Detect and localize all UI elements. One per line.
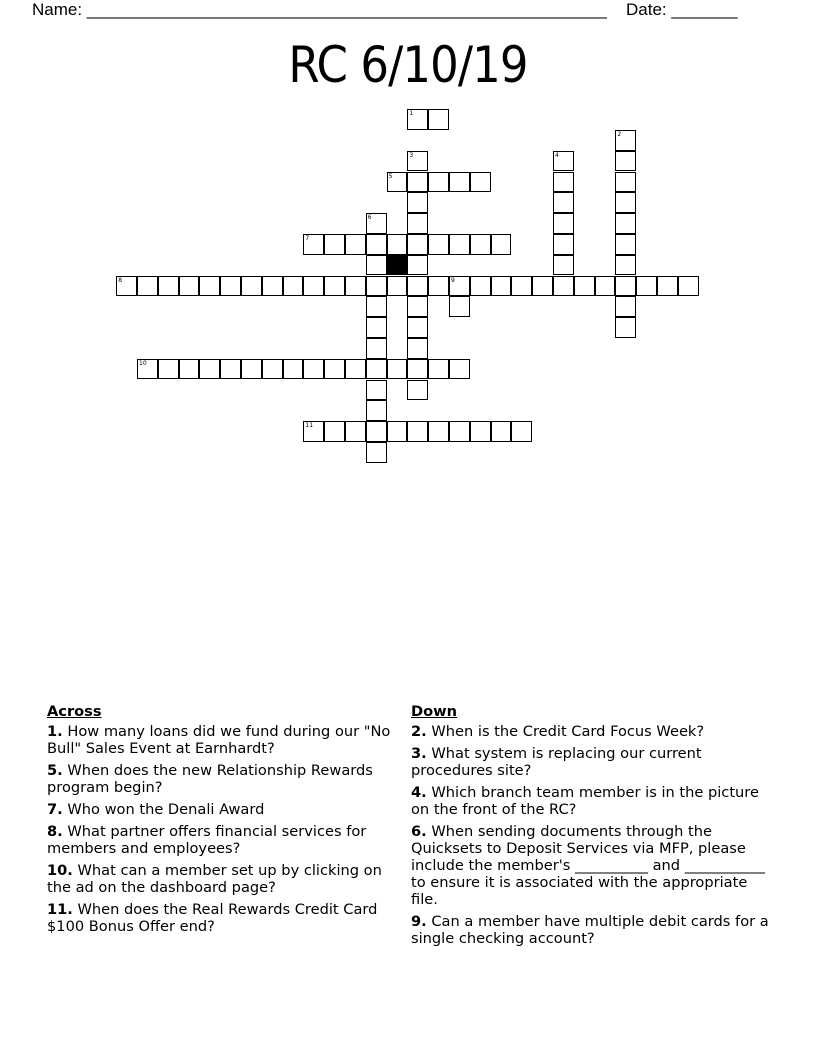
across-clue xyxy=(47,862,397,896)
grid-cell[interactable] xyxy=(532,276,553,297)
grid-cell[interactable] xyxy=(553,255,574,276)
clue-text: How many loans did we fund during our "No Bull" Sales Event at Earnhardt? xyxy=(47,723,391,757)
grid-cell[interactable] xyxy=(615,172,636,193)
cell-number: 5 xyxy=(388,172,393,180)
grid-cell[interactable] xyxy=(387,234,408,255)
grid-cell[interactable] xyxy=(199,359,220,380)
grid-cell[interactable] xyxy=(615,130,636,151)
clue-text: Can a member have multiple debit cards for a single checking account? xyxy=(411,913,769,947)
grid-cell[interactable] xyxy=(241,359,262,380)
clue-number: 10. xyxy=(47,862,73,879)
grid-cell[interactable] xyxy=(303,276,324,297)
grid-cell[interactable] xyxy=(615,192,636,213)
grid-cell[interactable] xyxy=(449,234,470,255)
across-heading: Across xyxy=(47,703,102,720)
grid-cell[interactable] xyxy=(262,359,283,380)
clue-number: 2. xyxy=(411,723,427,740)
clue-text: When sending documents through the Quicksets to Deposit Services via MFP, please include the member's __________ and ___________ to ensure it is associated with the appropriate file. xyxy=(411,823,765,908)
grid-cell[interactable] xyxy=(387,359,408,380)
clue-number: 9. xyxy=(411,913,427,930)
grid-cell[interactable] xyxy=(241,276,262,297)
clue-number: 4. xyxy=(411,784,427,801)
grid-cell[interactable] xyxy=(553,213,574,234)
grid-cell[interactable] xyxy=(137,359,158,380)
grid-cell[interactable] xyxy=(407,380,428,401)
grid-cell[interactable] xyxy=(407,213,428,234)
black-cell xyxy=(387,255,408,276)
cell-number: 11 xyxy=(305,422,314,430)
grid-cell[interactable] xyxy=(179,276,200,297)
cell-number: 8 xyxy=(118,276,123,284)
grid-cell[interactable] xyxy=(678,276,699,297)
grid-cell[interactable] xyxy=(428,421,449,442)
grid-cell[interactable] xyxy=(407,172,428,193)
grid-cell[interactable] xyxy=(553,151,574,172)
grid-cell[interactable] xyxy=(428,359,449,380)
grid-cell[interactable] xyxy=(407,276,428,297)
cell-number: 2 xyxy=(617,130,622,138)
grid-cell[interactable] xyxy=(324,276,345,297)
grid-cell[interactable] xyxy=(615,213,636,234)
grid-cell[interactable] xyxy=(220,276,241,297)
clue-text: Who won the Denali Award xyxy=(67,801,265,818)
grid-cell[interactable] xyxy=(137,276,158,297)
grid-cell[interactable] xyxy=(303,359,324,380)
down-clue xyxy=(411,723,771,740)
clue-number: 1. xyxy=(47,723,63,740)
grid-cell[interactable] xyxy=(345,234,366,255)
down-clues xyxy=(411,703,771,952)
grid-cell[interactable] xyxy=(449,296,470,317)
grid-cell[interactable] xyxy=(366,317,387,338)
clue-text: What can a member set up by clicking on the ad on the dashboard page? xyxy=(47,862,382,896)
grid-cell[interactable] xyxy=(553,172,574,193)
grid-cell[interactable] xyxy=(407,421,428,442)
clue-number: 3. xyxy=(411,745,427,762)
grid-cell[interactable] xyxy=(303,234,324,255)
clue-text: When does the new Relationship Rewards program begin? xyxy=(47,762,373,796)
grid-cell[interactable] xyxy=(449,421,470,442)
crossword-grid xyxy=(0,0,816,480)
grid-cell[interactable] xyxy=(428,276,449,297)
grid-cell[interactable] xyxy=(615,255,636,276)
grid-cell[interactable] xyxy=(553,276,574,297)
grid-cell[interactable] xyxy=(407,359,428,380)
grid-cell[interactable] xyxy=(470,234,491,255)
grid-cell[interactable] xyxy=(366,380,387,401)
grid-cell[interactable] xyxy=(470,276,491,297)
clue-number: 7. xyxy=(47,801,63,818)
grid-cell[interactable] xyxy=(158,359,179,380)
clue-text: When does the Real Rewards Credit Card $100 Bonus Offer end? xyxy=(47,901,378,935)
grid-cell[interactable] xyxy=(491,276,512,297)
grid-cell[interactable] xyxy=(449,172,470,193)
cell-number: 3 xyxy=(409,151,414,159)
grid-cell[interactable] xyxy=(407,234,428,255)
grid-cell[interactable] xyxy=(407,338,428,359)
grid-cell[interactable] xyxy=(324,421,345,442)
grid-cell[interactable] xyxy=(657,276,678,297)
grid-cell[interactable] xyxy=(428,109,449,130)
page-title: RC 6/10/19 xyxy=(288,36,528,94)
cell-number: 9 xyxy=(451,276,455,284)
grid-cell[interactable] xyxy=(470,421,491,442)
across-clue xyxy=(47,901,397,935)
grid-cell[interactable] xyxy=(366,400,387,421)
grid-cell[interactable] xyxy=(428,234,449,255)
clue-text: What partner offers financial services for members and employees? xyxy=(47,823,367,857)
grid-cell[interactable] xyxy=(553,234,574,255)
grid-cell[interactable] xyxy=(324,234,345,255)
grid-cell[interactable] xyxy=(511,421,532,442)
grid-cell[interactable] xyxy=(407,296,428,317)
down-clue xyxy=(411,913,771,947)
clue-text: When is the Credit Card Focus Week? xyxy=(431,723,705,740)
grid-cell[interactable] xyxy=(366,234,387,255)
grid-cell[interactable] xyxy=(387,276,408,297)
grid-cell[interactable] xyxy=(366,359,387,380)
grid-cell[interactable] xyxy=(366,338,387,359)
grid-cell[interactable] xyxy=(283,359,304,380)
grid-cell[interactable] xyxy=(595,276,616,297)
down-clue xyxy=(411,745,771,779)
grid-cell[interactable] xyxy=(324,359,345,380)
grid-cell[interactable] xyxy=(366,255,387,276)
grid-cell[interactable] xyxy=(387,172,408,193)
clue-number: 8. xyxy=(47,823,63,840)
grid-cell[interactable] xyxy=(553,192,574,213)
grid-cell[interactable] xyxy=(199,276,220,297)
cell-number: 1 xyxy=(409,110,414,118)
across-clue xyxy=(47,823,397,857)
grid-cell[interactable] xyxy=(615,296,636,317)
clue-text: What system is replacing our current procedures site? xyxy=(411,745,702,779)
down-clue xyxy=(411,823,771,908)
grid-cell[interactable] xyxy=(345,276,366,297)
grid-cell[interactable] xyxy=(449,359,470,380)
grid-cell[interactable] xyxy=(345,359,366,380)
grid-cell[interactable] xyxy=(262,276,283,297)
clue-text: Which branch team member is in the picture on the front of the RC? xyxy=(411,784,759,818)
grid-cell[interactable] xyxy=(615,276,636,297)
grid-cell[interactable] xyxy=(615,234,636,255)
grid-cell[interactable] xyxy=(366,442,387,463)
grid-cell[interactable] xyxy=(574,276,595,297)
clue-number: 5. xyxy=(47,762,63,779)
grid-cell[interactable] xyxy=(179,359,200,380)
grid-cell[interactable] xyxy=(449,276,470,297)
grid-cell[interactable] xyxy=(366,276,387,297)
grid-cell[interactable] xyxy=(407,109,428,130)
across-clues xyxy=(47,703,397,940)
grid-cell[interactable] xyxy=(636,276,657,297)
grid-cell[interactable] xyxy=(345,421,366,442)
grid-cell[interactable] xyxy=(387,421,408,442)
grid-cell[interactable] xyxy=(407,151,428,172)
cell-number: 6 xyxy=(367,214,372,222)
grid-cell[interactable] xyxy=(491,421,512,442)
cell-number: 10 xyxy=(139,359,147,367)
grid-cell[interactable] xyxy=(511,276,532,297)
across-clue xyxy=(47,762,397,796)
cell-number: 4 xyxy=(555,151,559,159)
grid-cell[interactable] xyxy=(303,421,324,442)
down-clue xyxy=(411,784,771,818)
grid-cell[interactable] xyxy=(491,234,512,255)
across-clue xyxy=(47,723,397,757)
grid-cell[interactable] xyxy=(366,421,387,442)
grid-cell[interactable] xyxy=(615,151,636,172)
grid-cell[interactable] xyxy=(407,255,428,276)
grid-cell[interactable] xyxy=(366,213,387,234)
grid-cell[interactable] xyxy=(407,317,428,338)
grid-cell[interactable] xyxy=(470,172,491,193)
name-field[interactable]: Name: _______________________________________________________ xyxy=(32,0,607,19)
grid-cell[interactable] xyxy=(366,296,387,317)
date-field[interactable]: Date: _______ xyxy=(626,0,738,19)
cell-number: 7 xyxy=(305,234,310,242)
grid-cell[interactable] xyxy=(283,276,304,297)
clue-number: 11. xyxy=(47,901,73,918)
clue-number: 6. xyxy=(411,823,427,840)
grid-cell[interactable] xyxy=(615,317,636,338)
grid-cell[interactable] xyxy=(407,192,428,213)
grid-cell[interactable] xyxy=(116,276,137,297)
grid-cell[interactable] xyxy=(220,359,241,380)
down-heading: Down xyxy=(411,703,458,720)
across-clue xyxy=(47,801,397,818)
grid-cell[interactable] xyxy=(428,172,449,193)
grid-cell[interactable] xyxy=(158,276,179,297)
